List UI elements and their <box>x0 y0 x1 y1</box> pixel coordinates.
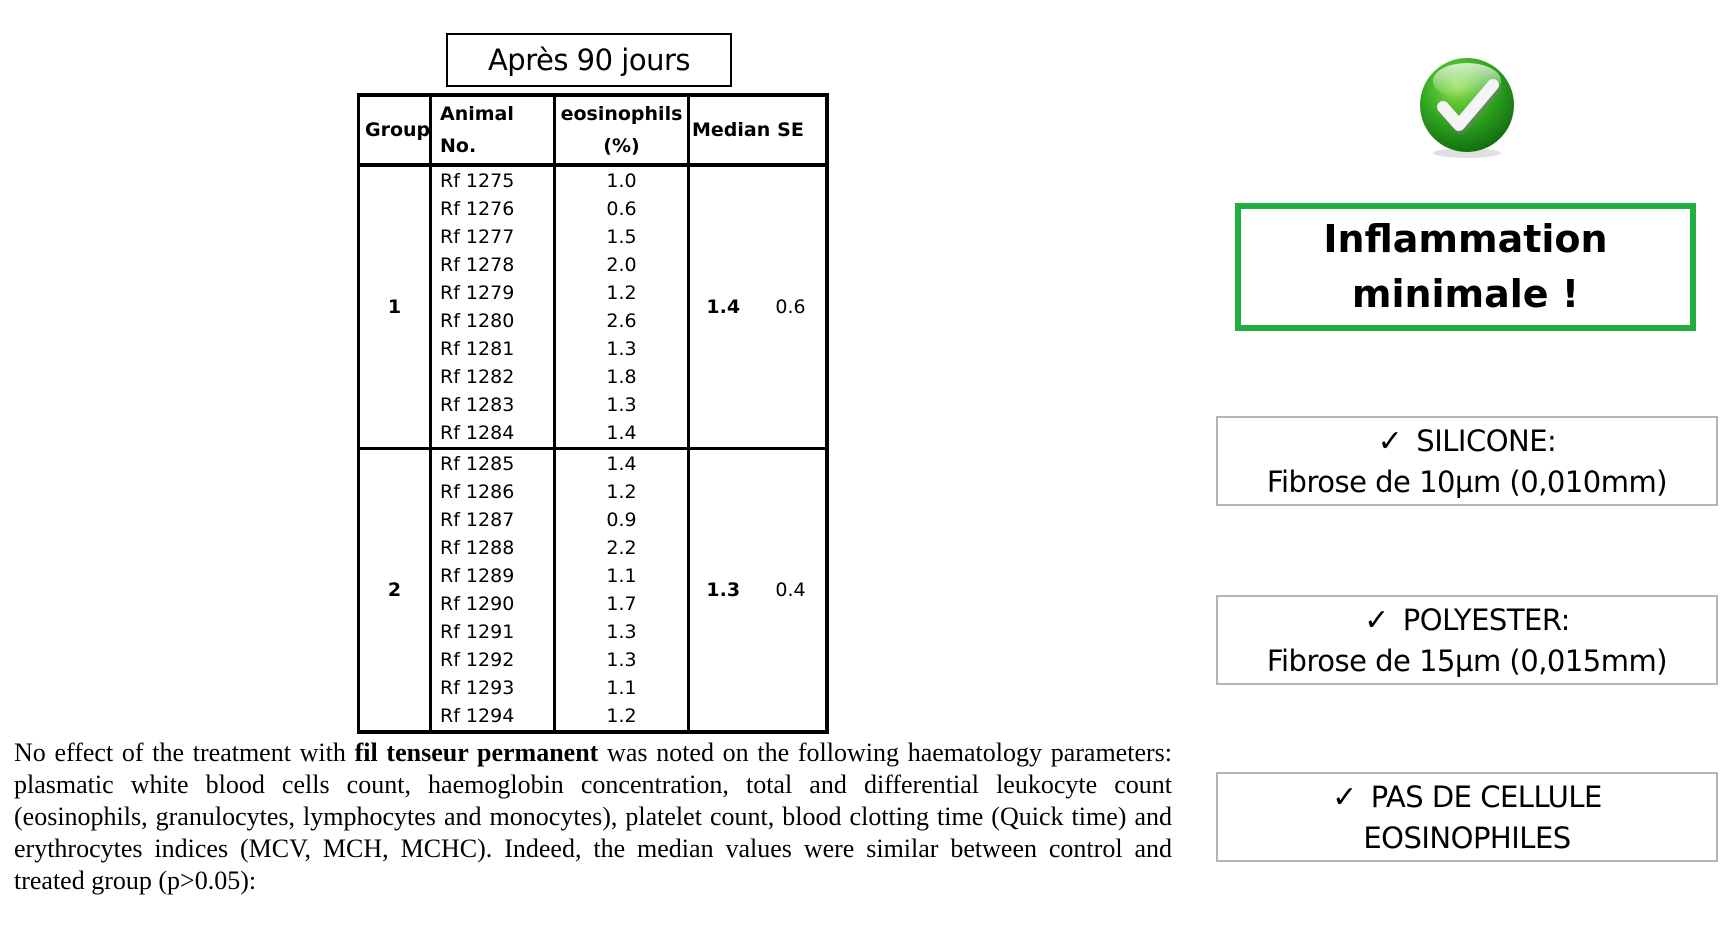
eosinophils-cell: 1.8 <box>555 363 689 391</box>
animal-cell: Rf 1277 <box>431 223 555 251</box>
animal-cell: Rf 1276 <box>431 195 555 223</box>
animal-cell: Rf 1279 <box>431 279 555 307</box>
table-row <box>359 165 827 195</box>
eosinophils-cell: 2.0 <box>555 251 689 279</box>
median-cell: 1.4 <box>689 165 757 449</box>
polyester-detail: Fibrose de 15µm (0,015mm) <box>1266 643 1668 678</box>
check-mark-icon: ✓ <box>1364 602 1389 638</box>
animal-cell: Rf 1285 <box>431 449 555 479</box>
header-se: SE <box>757 95 827 165</box>
animal-cell: Rf 1292 <box>431 646 555 674</box>
eosinophils-cell: 1.7 <box>555 590 689 618</box>
silicone-detail: Fibrose de 10µm (0,010mm) <box>1266 464 1668 499</box>
eosinophils-cell: 2.6 <box>555 307 689 335</box>
eosinophiles-box <box>1216 772 1718 862</box>
table-title: Après 90 jours <box>446 33 732 87</box>
se-cell: 0.4 <box>757 449 827 733</box>
animal-cell: Rf 1280 <box>431 307 555 335</box>
animal-cell: Rf 1294 <box>431 702 555 732</box>
table-body <box>359 165 827 732</box>
eosinophils-cell: 1.3 <box>555 618 689 646</box>
header-eosinophils-line1: eosinophils <box>560 103 683 125</box>
animal-cell: Rf 1289 <box>431 562 555 590</box>
silicone-box <box>1216 416 1718 506</box>
eosinophils-cell: 0.9 <box>555 506 689 534</box>
eosinophiles-title: PAS DE CELLULE <box>1370 779 1602 814</box>
group-cell: 2 <box>359 449 431 733</box>
animal-cell: Rf 1291 <box>431 618 555 646</box>
check-mark-icon: ✓ <box>1332 779 1357 815</box>
animal-cell: Rf 1281 <box>431 335 555 363</box>
eosinophils-table <box>357 93 829 734</box>
inflammation-line1: Inflammation <box>1323 217 1608 261</box>
check-mark-icon: ✓ <box>1377 423 1403 459</box>
eosinophils-cell: 1.5 <box>555 223 689 251</box>
header-animal: Animal No. <box>431 95 555 165</box>
eosinophils-cell: 1.2 <box>555 478 689 506</box>
header-median: Median <box>689 95 757 165</box>
eosinophiles-detail: EOSINOPHILES <box>1363 820 1571 855</box>
header-eosinophils-line2: (%) <box>603 135 640 157</box>
header-eosinophils <box>555 95 689 165</box>
animal-cell: Rf 1282 <box>431 363 555 391</box>
eosinophils-cell: 1.3 <box>555 335 689 363</box>
group-cell: 1 <box>359 165 431 449</box>
paragraph-part2: was noted on the following haematology parameters: plasmatic white blood cells count, haemoglobin concentration, total and differential leukocyte count (eosinophils, granulocytes, lymphocytes and monocytes), platelet count, blood clotting time (Quick time) and erythrocytes indices (MCV, MCH, MCHC). Indeed, the median values were similar between control and treated group (p>0.05): <box>14 738 1172 895</box>
header-group: Group <box>359 95 431 165</box>
paragraph-bold: fil tenseur permanent <box>354 738 599 767</box>
animal-cell: Rf 1275 <box>431 165 555 195</box>
paragraph-part1: No effect of the treatment with <box>14 738 355 767</box>
inflammation-box <box>1235 203 1696 331</box>
eosinophils-cell: 1.3 <box>555 646 689 674</box>
eosinophils-cell: 1.2 <box>555 279 689 307</box>
table-header-row <box>359 95 827 165</box>
eosinophils-cell: 1.0 <box>555 165 689 195</box>
inflammation-line2: minimale ! <box>1351 272 1580 316</box>
eosinophils-cell: 1.1 <box>555 562 689 590</box>
eosinophils-cell: 1.4 <box>555 449 689 479</box>
median-cell: 1.3 <box>689 449 757 733</box>
eosinophils-cell: 1.3 <box>555 391 689 419</box>
eosinophils-cell: 1.4 <box>555 419 689 449</box>
se-cell: 0.6 <box>757 165 827 449</box>
polyester-title: POLYESTER: <box>1402 602 1570 637</box>
animal-cell: Rf 1287 <box>431 506 555 534</box>
eosinophils-cell: 2.2 <box>555 534 689 562</box>
eosinophils-cell: 1.1 <box>555 674 689 702</box>
animal-cell: Rf 1284 <box>431 419 555 449</box>
animal-cell: Rf 1283 <box>431 391 555 419</box>
animal-cell: Rf 1278 <box>431 251 555 279</box>
eosinophils-cell: 0.6 <box>555 195 689 223</box>
green-checkmark-icon <box>1417 55 1517 159</box>
results-paragraph <box>14 737 1172 897</box>
polyester-box <box>1216 595 1718 685</box>
animal-cell: Rf 1288 <box>431 534 555 562</box>
animal-cell: Rf 1293 <box>431 674 555 702</box>
silicone-title: SILICONE: <box>1416 423 1557 458</box>
animal-cell: Rf 1286 <box>431 478 555 506</box>
table-row <box>359 449 827 479</box>
animal-cell: Rf 1290 <box>431 590 555 618</box>
eosinophils-cell: 1.2 <box>555 702 689 732</box>
